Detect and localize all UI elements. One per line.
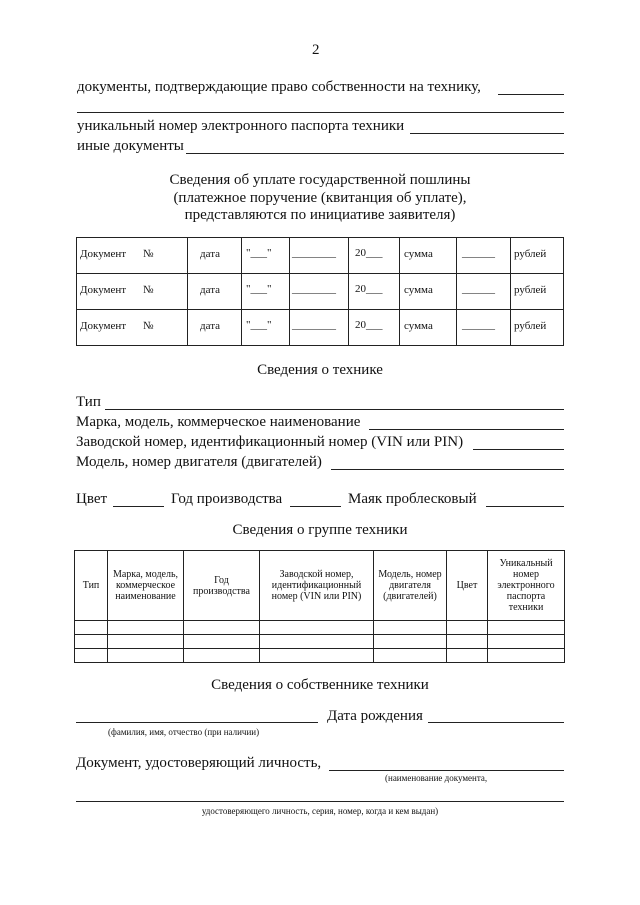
fee-month-field[interactable]: ________ — [292, 283, 336, 295]
tech-year-field[interactable] — [290, 506, 341, 507]
fee-sum-label: сумма — [404, 320, 433, 332]
owner-id-doc-hint-1: (наименование документа, — [385, 773, 488, 783]
fee-doc-label: Документ — [80, 248, 127, 260]
tech-serial-label: Заводской номер, идентификационный номер (VIN или PIN) — [76, 434, 464, 450]
fee-date-label: дата — [200, 320, 221, 332]
fee-sum-label: сумма — [404, 284, 433, 296]
group-header-type: Тип — [82, 580, 100, 591]
other-docs-label: иные документы — [77, 138, 184, 154]
fee-day-field[interactable]: "___" — [246, 247, 272, 259]
group-table — [74, 550, 565, 663]
fee-currency-label: рублей — [514, 284, 547, 296]
group-table-row[interactable] — [75, 635, 564, 648]
fee-currency-label: рублей — [514, 320, 547, 332]
group-table-row[interactable] — [75, 621, 564, 634]
tech-section-title: Сведения о технике — [257, 362, 383, 378]
fee-day-field[interactable]: "___" — [246, 283, 272, 295]
fee-table — [76, 237, 564, 346]
tech-year-label: Год производства — [171, 491, 283, 507]
other-docs-field[interactable] — [186, 153, 564, 154]
group-header-passport: Уникальный номер электронного паспорта техники — [497, 558, 555, 613]
group-header-engine: Модель, номер двигателя (двигателей) — [378, 569, 442, 602]
tech-color-label: Цвет — [76, 491, 108, 507]
owner-id-doc-field-line2[interactable] — [76, 801, 564, 802]
ownership-docs-field-line2[interactable] — [77, 112, 564, 113]
tech-engine-field[interactable] — [331, 469, 564, 470]
owner-birth-label: Дата рождения — [327, 708, 423, 724]
owner-fio-hint: (фамилия, имя, отчество (при наличии) — [108, 727, 260, 737]
group-header-year: Год производства — [193, 574, 250, 597]
tech-brand-label: Марка, модель, коммерческое наименование — [76, 414, 361, 430]
fee-currency-label: рублей — [514, 248, 547, 260]
tech-engine-label: Модель, номер двигателя (двигателей) — [76, 454, 322, 470]
passport-number-field[interactable] — [410, 133, 564, 134]
tech-beacon-field[interactable] — [486, 506, 564, 507]
fee-row — [76, 309, 564, 345]
fee-section-subtitle-2: представляются по инициативе заявителя) — [184, 207, 456, 223]
fee-month-field[interactable]: ________ — [292, 319, 336, 331]
fee-amount-field[interactable]: ______ — [462, 283, 495, 295]
fee-number-label: № — [143, 248, 154, 260]
tech-type-field[interactable] — [105, 409, 564, 410]
tech-brand-field[interactable] — [369, 429, 564, 430]
fee-doc-label: Документ — [80, 284, 127, 296]
group-section-title: Сведения о группе техники — [232, 522, 408, 538]
tech-color-field[interactable] — [113, 506, 164, 507]
tech-beacon-label: Маяк проблесковый — [348, 491, 477, 507]
owner-id-doc-hint-2: удостоверяющего личность, серия, номер, когда и кем выдан) — [201, 806, 439, 816]
fee-section-title: Сведения об уплате государственной пошлины — [169, 172, 471, 188]
fee-section-subtitle-1: (платежное поручение (квитанция об уплате), — [173, 190, 467, 206]
fee-year-field[interactable]: 20___ — [355, 283, 383, 295]
owner-fio-field[interactable] — [76, 722, 318, 723]
group-header-color: Цвет — [456, 580, 478, 591]
fee-amount-field[interactable]: ______ — [462, 247, 495, 259]
fee-row — [76, 237, 564, 273]
fee-number-label: № — [143, 320, 154, 332]
fee-month-field[interactable]: ________ — [292, 247, 336, 259]
tech-serial-field[interactable] — [473, 449, 564, 450]
fee-number-label: № — [143, 284, 154, 296]
group-header-brand: Марка, модель, коммерческое наименование — [112, 569, 179, 602]
group-table-row[interactable] — [75, 649, 564, 662]
fee-amount-field[interactable]: ______ — [462, 319, 495, 331]
owner-id-doc-field[interactable] — [329, 770, 564, 771]
fee-day-field[interactable]: "___" — [246, 319, 272, 331]
fee-row — [76, 273, 564, 309]
owner-section-title: Сведения о собственнике техники — [211, 677, 429, 693]
fee-date-label: дата — [200, 284, 221, 296]
fee-year-field[interactable]: 20___ — [355, 319, 383, 331]
ownership-docs-field[interactable] — [498, 94, 564, 95]
fee-sum-label: сумма — [404, 248, 433, 260]
fee-date-label: дата — [200, 248, 221, 260]
group-header-serial: Заводской номер, идентификационный номер (VIN или PIN) — [271, 569, 362, 602]
owner-birth-field[interactable] — [428, 722, 564, 723]
tech-type-label: Тип — [76, 394, 101, 410]
owner-id-doc-label: Документ, удостоверяющий личность, — [76, 755, 322, 771]
ownership-docs-label: документы, подтверждающие право собственности на технику, — [77, 79, 481, 95]
fee-doc-label: Документ — [80, 320, 127, 332]
page-number: 2 — [312, 42, 320, 58]
fee-year-field[interactable]: 20___ — [355, 247, 383, 259]
passport-number-label: уникальный номер электронного паспорта техники — [77, 118, 405, 134]
